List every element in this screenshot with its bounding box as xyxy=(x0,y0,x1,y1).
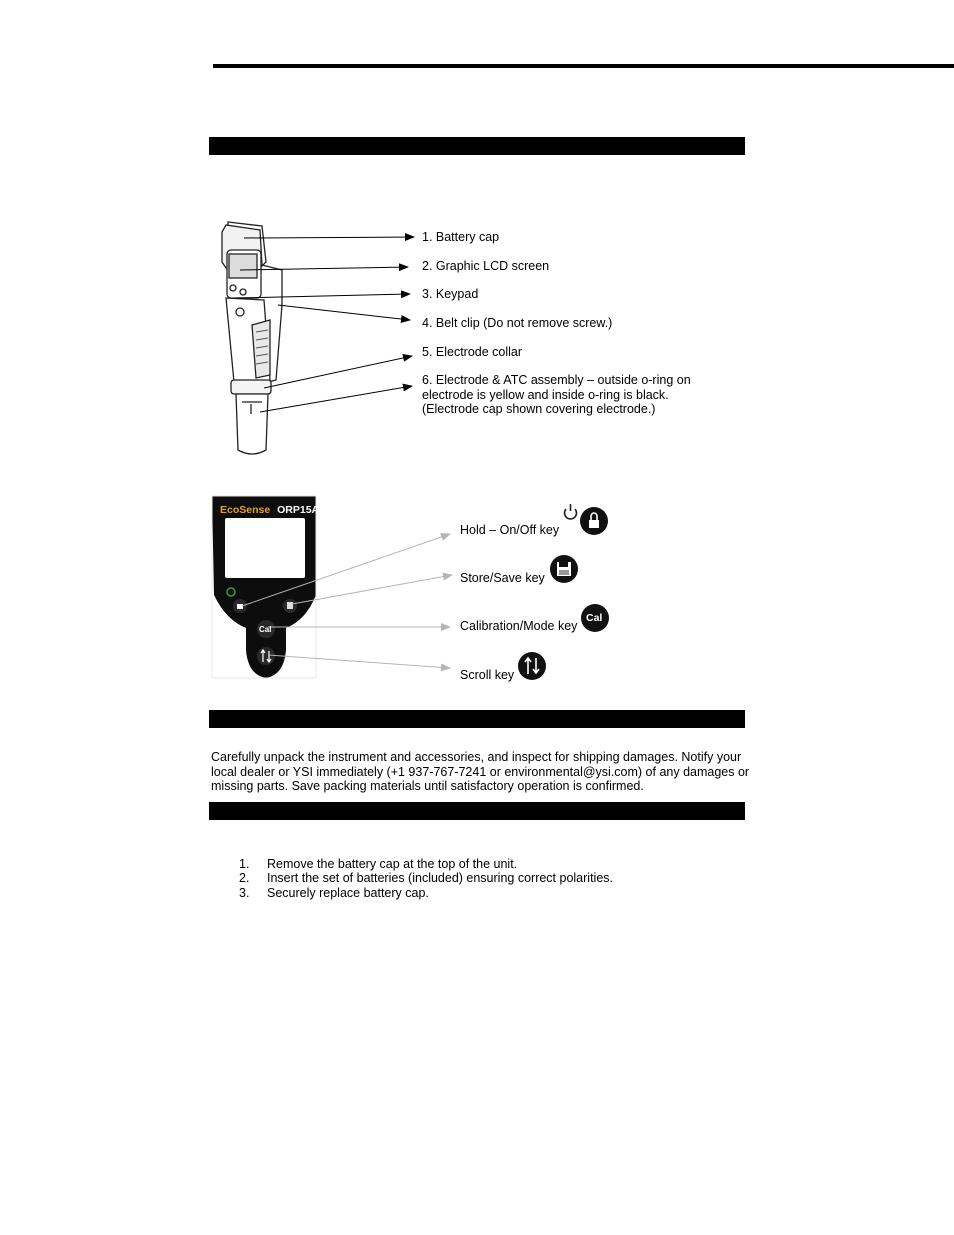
label-lcd-screen: 2. Graphic LCD screen xyxy=(422,259,550,273)
label-electrode-assembly-2: electrode is yellow and inside o-ring is black. xyxy=(422,388,669,402)
label-electrode-assembly-3: (Electrode cap shown covering electrode.) xyxy=(422,402,656,416)
label-belt-clip: 4. Belt clip (Do not remove screw.) xyxy=(422,316,613,330)
step-text: Securely replace battery cap. xyxy=(267,886,429,900)
step-number: 1. xyxy=(239,857,250,871)
lock-icon xyxy=(580,507,608,535)
label-electrode-assembly-1: 6. Electrode & ATC assembly – outside o-ring on xyxy=(422,373,691,387)
scroll-arrows-icon xyxy=(518,652,546,680)
step-number: 3. xyxy=(239,886,250,900)
brand-logo-text: EcoSense xyxy=(220,504,271,516)
cal-key-glyph: Cal xyxy=(259,625,272,634)
floppy-disk-icon xyxy=(550,555,578,583)
label-electrode-collar: 5. Electrode collar xyxy=(422,345,523,359)
label-scroll-key: Scroll key xyxy=(460,668,515,682)
label-hold-key: Hold – On/Off key xyxy=(460,523,560,537)
label-battery-cap: 1. Battery cap xyxy=(422,230,500,244)
power-icon xyxy=(565,504,577,519)
model-text: ORP15A xyxy=(277,504,320,516)
step-text: Remove the battery cap at the top of the unit. xyxy=(267,857,518,871)
step-text: Insert the set of batteries (included) ensuring correct polarities. xyxy=(267,871,614,885)
label-store-key: Store/Save key xyxy=(460,571,545,585)
label-keypad: 3. Keypad xyxy=(422,287,479,301)
step-number: 2. xyxy=(239,871,250,885)
battery-step-3 xyxy=(239,886,429,901)
cal-icon-text: Cal xyxy=(586,612,603,624)
battery-step-2 xyxy=(239,871,613,886)
battery-step-1 xyxy=(239,857,517,872)
unpacking-paragraph: Carefully unpack the instrument and accessories, and inspect for shipping damages. Notify your local dealer or YSI immediately (+1 937-767-7241 or environmental@ysi.com) of any damages or missing parts. Save packing materials until satisfactory operation is confirmed. xyxy=(211,750,750,793)
label-cal-key: Calibration/Mode key xyxy=(460,619,578,633)
